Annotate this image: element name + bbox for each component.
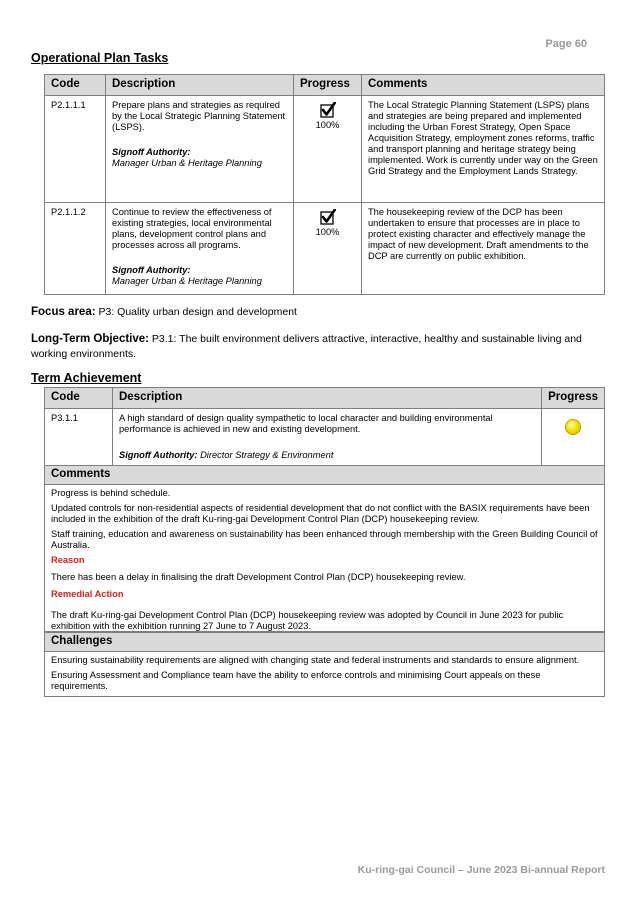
task-code: P2.1.1.2 <box>45 203 106 295</box>
signoff-authority: Director Strategy & Environment <box>200 450 334 460</box>
column-header-code: Code <box>45 75 106 96</box>
comment-paragraph: Progress is behind schedule. <box>51 488 171 498</box>
comments-block <box>44 485 605 632</box>
column-header-description: Description <box>106 75 294 96</box>
focus-area-value: P3: Quality urban design and development <box>98 306 297 318</box>
table-header-row <box>45 75 605 96</box>
task-code: P2.1.1.1 <box>45 96 106 203</box>
remedial-action-text: The draft Ku-ring-gai Development Control Plan (DCP) housekeeping review was adopted by Council in June 2023 for public exhibition with the exhibition running 27 June to 7 August 2023. <box>51 610 564 631</box>
table-header-row <box>45 388 605 409</box>
reason-text: There has been a delay in finalising the draft Development Control Plan (DCP) housekeeping review. <box>51 572 466 582</box>
focus-area <box>31 306 297 318</box>
operational-plan-table <box>44 74 605 295</box>
challenge-paragraph: Ensuring Assessment and Compliance team have the ability to enforce controls and minimising Court appeals on these requirements. <box>51 670 541 691</box>
long-term-objective <box>31 332 606 362</box>
task-description-cell <box>106 96 294 203</box>
objective-label: Long-Term Objective: <box>31 333 149 345</box>
signoff-authority: Manager Urban & Heritage Planning <box>112 276 262 286</box>
comment-paragraph: Staff training, education and awareness on sustainability has been enhanced through membership with the Green Building Council of Australia. <box>51 529 598 550</box>
report-footer: Ku-ring-gai Council – June 2023 Bi-annual Report <box>357 864 605 876</box>
table-row <box>45 96 605 203</box>
task-progress-cell <box>294 203 362 295</box>
table-row <box>45 409 605 466</box>
task-comments: The Local Strategic Planning Statement (LSPS) plans and strategies are being prepared and implemented including the Urban Forest Strategy, Open Space Acquisition Strategy, employment zones reforms, traffic and transport planning and heritage strategy being implemented. Work is currently under way on the Green Grid Strategy and the Employment Lands Strategy. <box>362 96 605 203</box>
achievement-progress-cell <box>542 409 605 466</box>
achievement-description: A high standard of design quality sympathetic to local character and building environmental performance is achieved in new and existing development. <box>119 413 493 434</box>
operational-plan-heading: Operational Plan Tasks <box>31 51 169 65</box>
signoff-label: Signoff Authority: <box>112 147 191 157</box>
task-progress-cell <box>294 96 362 203</box>
comments-heading: Comments <box>44 465 605 485</box>
status-indicator-icon <box>565 419 581 435</box>
task-comments: The housekeeping review of the DCP has been undertaken to ensure that processes are in place to protect existing character and effectively manage the impact of new development. Draft amendments to the DCP are currently on public exhibition. <box>362 203 605 295</box>
column-header-comments: Comments <box>362 75 605 96</box>
remedial-action-label: Remedial Action <box>51 589 124 599</box>
signoff-line <box>119 450 535 461</box>
progress-value: 100% <box>315 227 340 237</box>
challenge-paragraph: Ensuring sustainability requirements are aligned with changing state and federal instruments and standards to ensure alignment. <box>51 655 580 665</box>
comment-paragraph: Updated controls for non-residential aspects of residential development that do not conflict with the BASIX requirements have been included in the exhibition of the draft Ku-ring-gai Development Control Plan (DCP) housekeeping review. <box>51 503 590 524</box>
checked-box-icon <box>320 209 336 225</box>
challenges-block <box>44 652 605 697</box>
objective-value: P3.1: The built environment delivers attractive, interactive, healthy and sustainable living and working environments. <box>31 333 582 360</box>
task-description-cell <box>106 203 294 295</box>
table-row <box>45 203 605 295</box>
page-number: Page 60 <box>545 38 587 50</box>
progress-value: 100% <box>315 120 340 130</box>
signoff-authority: Manager Urban & Heritage Planning <box>112 158 262 168</box>
term-achievement-table <box>44 387 605 466</box>
checked-box-icon <box>320 102 336 118</box>
task-description: Continue to review the effectiveness of existing strategies, local environmental plans, development control plans and processes across all programs. <box>112 207 272 250</box>
challenges-heading: Challenges <box>44 632 605 652</box>
column-header-progress: Progress <box>294 75 362 96</box>
term-achievement-heading: Term Achievement <box>31 371 142 385</box>
reason-label: Reason <box>51 555 85 565</box>
achievement-description-cell <box>113 409 542 466</box>
column-header-description: Description <box>113 388 542 409</box>
signoff-label: Signoff Authority: <box>112 265 191 275</box>
column-header-code: Code <box>45 388 113 409</box>
signoff-label: Signoff Authority: <box>119 450 198 460</box>
column-header-progress: Progress <box>542 388 605 409</box>
task-description: Prepare plans and strategies as required by the Local Strategic Planning Statement (LSPS). <box>112 100 286 132</box>
achievement-code: P3.1.1 <box>45 409 113 466</box>
focus-area-label: Focus area: <box>31 306 96 318</box>
